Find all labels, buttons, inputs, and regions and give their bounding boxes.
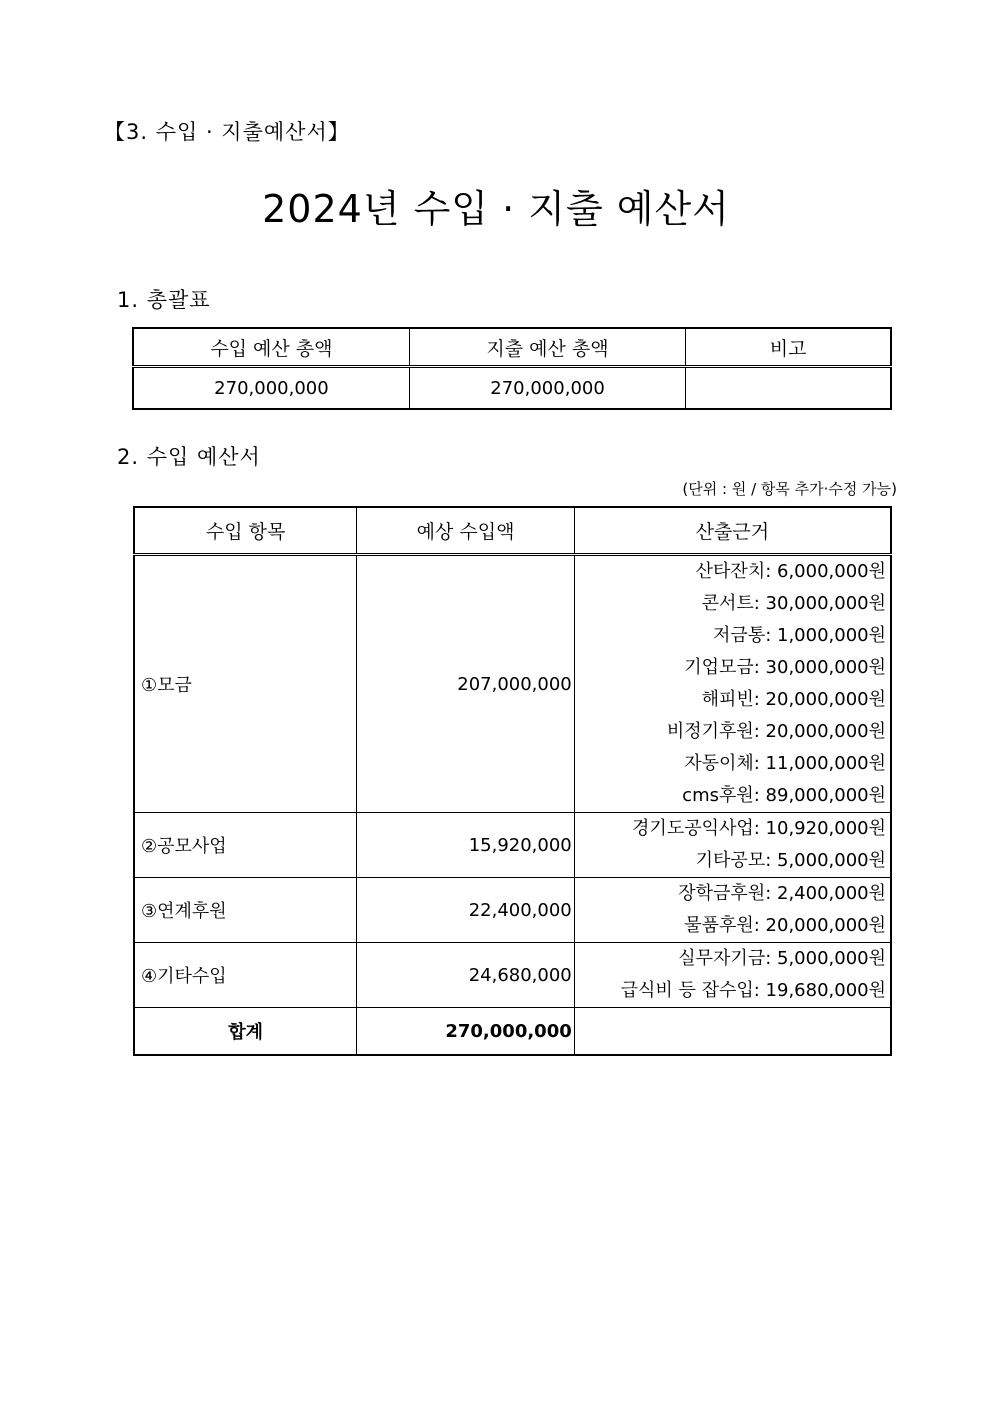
basis-line: 경기도공익사업: 10,920,000원 xyxy=(632,818,886,839)
income-item-basis xyxy=(574,813,891,878)
basis-line: 해피빈: 20,000,000원 xyxy=(701,689,886,710)
income-item-name: ①모금 xyxy=(134,555,357,813)
total-amount: 270,000,000 xyxy=(357,1008,574,1056)
basis-line: 장학금후원: 2,400,000원 xyxy=(678,883,886,904)
table-row xyxy=(134,813,891,878)
income-item-amount: 24,680,000 xyxy=(357,943,574,1008)
basis-line: 기업모금: 30,000,000원 xyxy=(684,657,886,678)
income-table xyxy=(133,506,892,1056)
basis-line: 자동이체: 11,000,000원 xyxy=(684,753,886,774)
basis-line: 기타공모: 5,000,000원 xyxy=(695,850,886,871)
income-item-name: ③연계후원 xyxy=(134,878,357,943)
income-item-name: ②공모사업 xyxy=(134,813,357,878)
total-label: 합계 xyxy=(134,1008,357,1056)
table-row xyxy=(134,555,891,813)
income-item-amount: 207,000,000 xyxy=(357,555,574,813)
page-title: 2024년 수입 · 지출 예산서 xyxy=(262,187,730,231)
income-header-basis: 산출근거 xyxy=(574,507,891,555)
total-basis xyxy=(574,1008,891,1056)
income-heading: 2. 수입 예산서 xyxy=(117,445,261,469)
income-item-name: ④기타수입 xyxy=(134,943,357,1008)
basis-line: cms후원: 89,000,000원 xyxy=(682,785,886,806)
basis-line: 물품후원: 20,000,000원 xyxy=(684,915,886,936)
income-header-amount: 예상 수입액 xyxy=(357,507,574,555)
summary-header-row xyxy=(133,328,891,367)
basis-line: 산타잔치: 6,000,000원 xyxy=(695,561,886,582)
income-header-item: 수입 항목 xyxy=(134,507,357,555)
unit-note: (단위 : 원 / 항목 추가·수정 가능) xyxy=(682,480,897,498)
income-item-amount: 15,920,000 xyxy=(357,813,574,878)
summary-data-row xyxy=(133,367,891,410)
summary-income-total: 270,000,000 xyxy=(133,367,409,410)
section-label: 【3. 수입 · 지출예산서】 xyxy=(104,120,350,144)
income-item-amount: 22,400,000 xyxy=(357,878,574,943)
summary-header-income-total: 수입 예산 총액 xyxy=(133,328,409,367)
summary-heading: 1. 총괄표 xyxy=(117,288,211,312)
basis-line: 콘서트: 30,000,000원 xyxy=(701,593,886,614)
table-row xyxy=(134,878,891,943)
summary-header-remarks: 비고 xyxy=(686,328,891,367)
summary-expense-total: 270,000,000 xyxy=(409,367,685,410)
income-header-row xyxy=(134,507,891,555)
table-row xyxy=(134,943,891,1008)
summary-remarks xyxy=(686,367,891,410)
income-item-basis xyxy=(574,555,891,813)
total-row xyxy=(134,1008,891,1056)
income-item-basis xyxy=(574,943,891,1008)
income-item-basis xyxy=(574,878,891,943)
basis-line: 비정기후원: 20,000,000원 xyxy=(666,721,886,742)
basis-line: 저금통: 1,000,000원 xyxy=(713,625,886,646)
basis-line: 실무자기금: 5,000,000원 xyxy=(678,948,886,969)
summary-table xyxy=(132,327,892,410)
basis-line: 급식비 등 잡수입: 19,680,000원 xyxy=(620,980,886,1001)
summary-header-expense-total: 지출 예산 총액 xyxy=(409,328,685,367)
